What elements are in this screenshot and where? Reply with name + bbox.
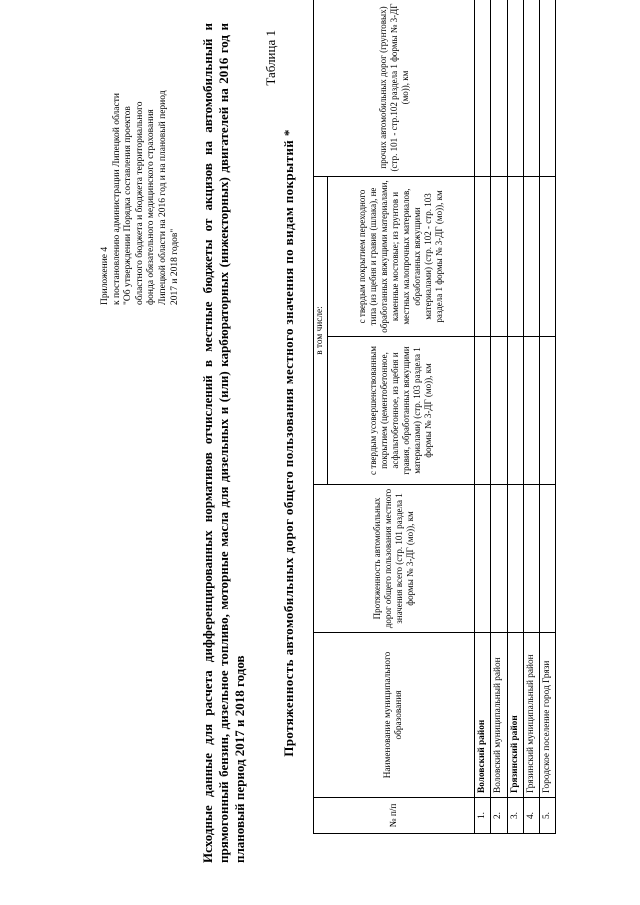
header-hard-transitional: с твердым покрытием переходного типа (из щебня и гравия (шлака), не обработанных вяжущими материалами, каменные мостовые; из грунтов и местных малопрочных материалов, обработанных вяжущими материалами) (стр. 102 - стр. 103 раздела 1 формы № 3-ДГ (мо)), км [328,177,475,337]
header-num: № п/п [314,798,475,834]
header-total: Протяженность автомобильных дорог общего пользования местного значения всего (стр. 101 раздела 1 формы № 3-ДГ (мо)), км [314,485,475,633]
cell-hard-transitional [491,177,507,337]
cell-total [507,485,523,633]
cell-other [523,0,539,177]
cell-hard-transitional [475,177,491,337]
table-body [475,0,556,834]
cell-hard-transitional [523,177,539,337]
cell-total [491,485,507,633]
cell-other [540,0,556,177]
row-number: 5. [540,798,556,834]
table-label: Таблица 1 [263,30,278,86]
document-title: Исходные данные для расчета дифференцированных нормативов отчислений в местные бюджеты от акцизов на автомобильный и прямогонный бензин, дизельное топливо, моторные масла для дизельных и (или) карбюраторных (инжекторных) двигателей на 2016 год и плановый период 2017 и 2018 годов [200,23,247,863]
annex-note [100,25,181,305]
cell-other [475,0,491,177]
table-row [475,0,491,834]
cell-total [523,485,539,633]
table-title: Протяженность автомобильных дорог общего пользования местного значения по видам покрытий * [281,129,296,757]
table-row [507,0,523,834]
row-number: 3. [507,798,523,834]
cell-hard-improved [540,337,556,485]
cell-hard-improved [475,337,491,485]
header-hard-improved: с твердым усовершенствованным покрытием (цементобетонное, асфальтобетонное, из щебня и гравия, обработанных вяжущими материалами) (стр. 103 раздела 1 формы № 3-ДГ (мо)), км [328,337,475,485]
municipality-name: Городское поселение город Грязи [540,633,556,798]
row-number: 1. [475,798,491,834]
cell-hard-transitional [507,177,523,337]
road-length-table [313,0,556,834]
header-including: в том числе: [314,177,328,485]
row-number: 2. [491,798,507,834]
municipality-name: Грязинский муниципальный район [523,633,539,798]
cell-total [475,485,491,633]
cell-total [540,485,556,633]
annex-heading: Приложение 4 [100,246,110,305]
table-row [523,0,539,834]
header-other: прочих автомобильных дорог (грунтовых) (стр. 101 - стр.102 раздела 1 формы № 3-ДГ (мо)), км [314,0,475,177]
table-row [491,0,507,834]
row-number: 4. [523,798,539,834]
cell-hard-improved [491,337,507,485]
cell-hard-transitional [540,177,556,337]
cell-other [507,0,523,177]
table-row [540,0,556,834]
cell-hard-improved [523,337,539,485]
cell-hard-improved [507,337,523,485]
annex-body: к постановлению администрации Липецкой области "Об утверждении Порядка составления проектов областного бюджета и бюджета территориального фонда обязательного медицинского страхования Липецкой области на 2016 год и на плановый период 2017 и 2018 годов" [111,90,180,305]
municipality-name: Воловский муниципальный район [491,633,507,798]
municipality-name: Грязинский район [507,633,523,798]
municipality-name: Воловский район [475,633,491,798]
cell-other [491,0,507,177]
header-name: Наименование муниципального образования [314,633,475,798]
